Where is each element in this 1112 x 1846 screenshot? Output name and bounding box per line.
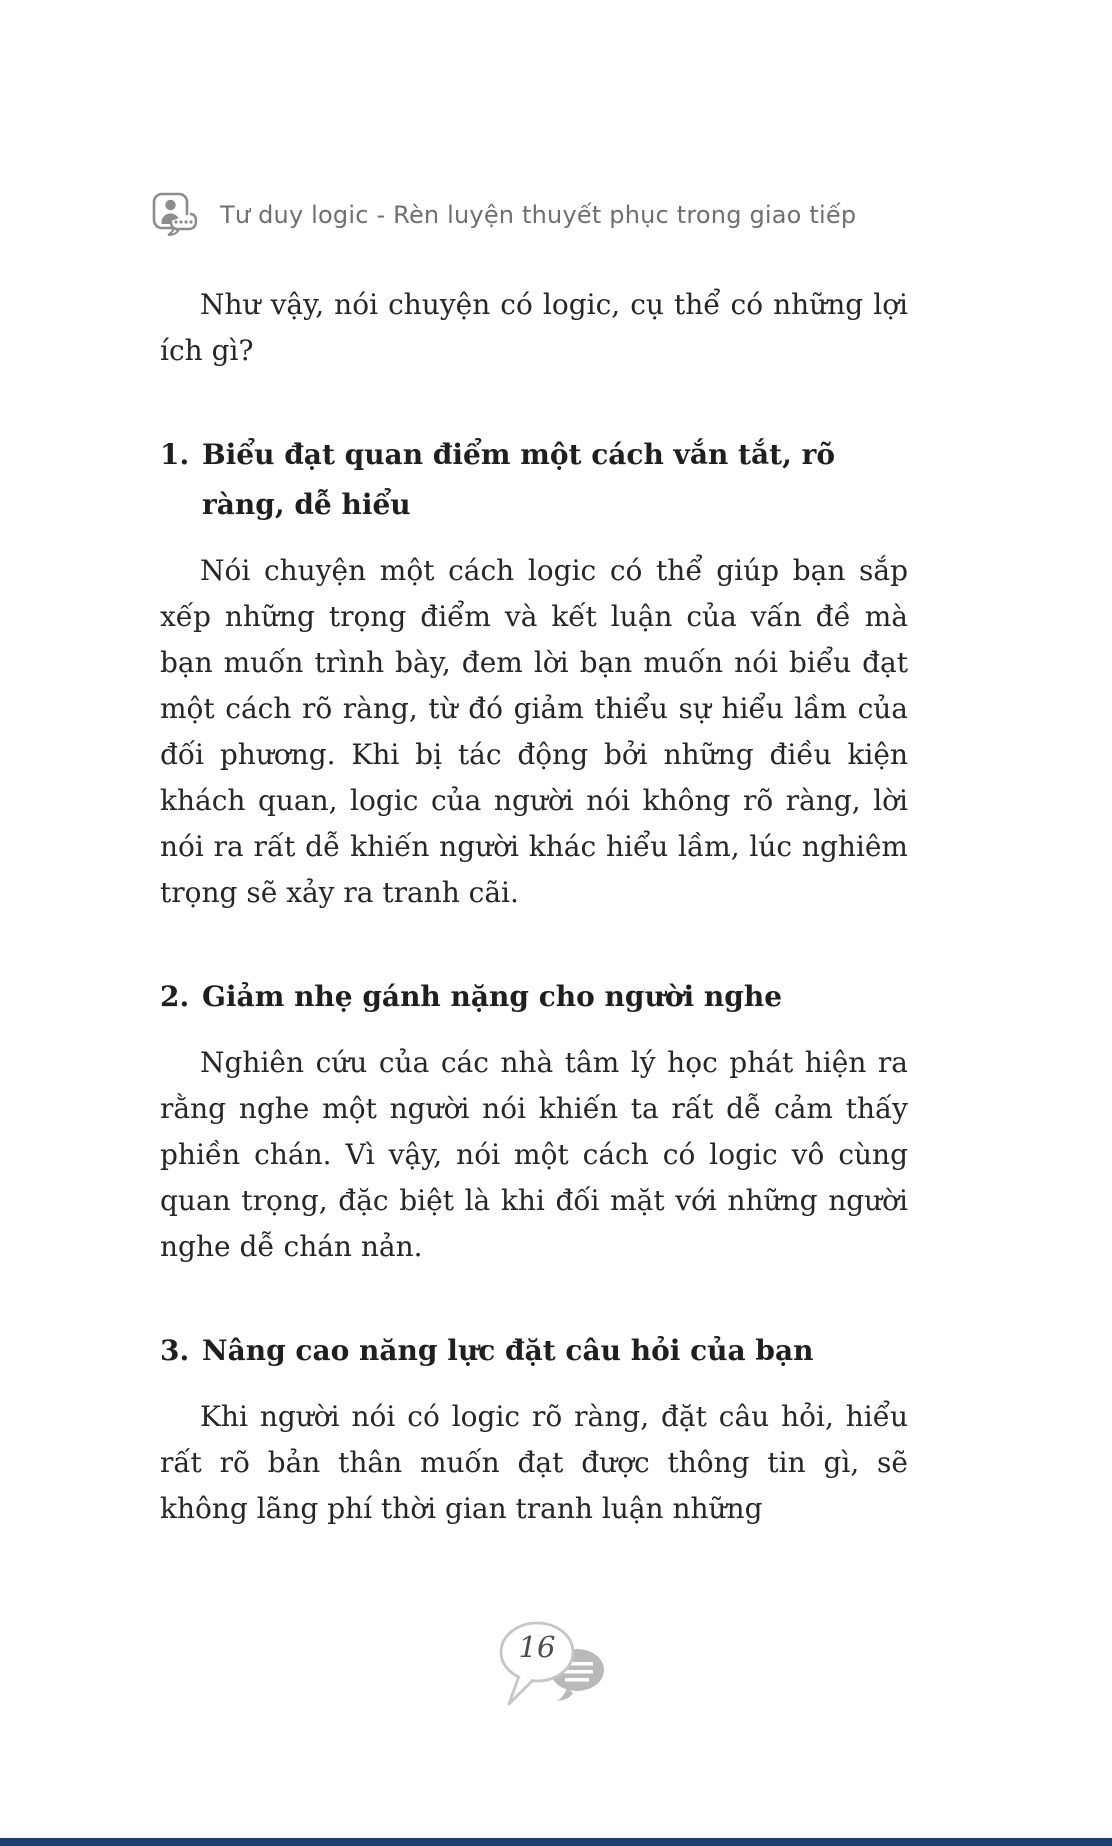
section-1-title: Biểu đạt quan điểm một cách vắn tắt, rõ ràng, dễ hiểu — [202, 438, 835, 521]
section-2-number: 2. — [160, 980, 190, 1013]
section-3 — [160, 1326, 908, 1532]
chat-person-icon — [152, 192, 204, 238]
section-3-title: Nâng cao năng lực đặt câu hỏi của bạn — [202, 1334, 814, 1367]
section-3-number: 3. — [160, 1334, 190, 1367]
section-3-paragraph: Khi người nói có logic rõ ràng, đặt câu hỏi, hiểu rất rõ bản thân muốn đạt được thông tin gì, sẽ không lãng phí thời gian tranh luận những — [160, 1400, 908, 1525]
section-3-heading — [160, 1326, 908, 1376]
section-1 — [160, 430, 908, 916]
section-2-paragraph: Nghiên cứu của các nhà tâm lý học phát hiện ra rằng nghe một người nói khiến ta rất dễ cảm thấy phiền chán. Vì vậy, nói một cách có logic vô cùng quan trọng, đặc biệt là khi đối mặt với những người nghe dễ chán nản. — [160, 1046, 908, 1263]
section-1-number: 1. — [160, 438, 190, 471]
section-2-title: Giảm nhẹ gánh nặng cho người nghe — [202, 980, 783, 1013]
section-2-heading — [160, 972, 908, 1022]
page-header — [152, 192, 912, 238]
page-number: 16 — [518, 1630, 556, 1664]
intro-paragraph: Như vậy, nói chuyện có logic, cụ thể có những lợi ích gì? — [160, 288, 908, 367]
page-footer — [481, 1612, 631, 1722]
section-1-heading — [160, 430, 908, 530]
section-1-paragraph: Nói chuyện một cách logic có thể giúp bạn sắp xếp những trọng điểm và kết luận của vấn đề mà bạn muốn trình bày, đem lời bạn muốn nói biểu đạt một cách rõ ràng, từ đó giảm thiểu sự hiểu lầm của đối phương. Khi bị tác động bởi những điều kiện khách quan, logic của người nói không rõ ràng, lời nói ra rất dễ khiến người khác hiểu lầm, lúc nghiêm trọng sẽ xảy ra tranh cãi. — [160, 554, 908, 909]
page-number-bubble-icon — [481, 1612, 631, 1722]
running-head-title: Tư duy logic - Rèn luyện thuyết phục trong giao tiếp — [220, 201, 857, 229]
bottom-accent-bar — [0, 1838, 1112, 1846]
page-body — [160, 282, 908, 1532]
section-2 — [160, 972, 908, 1270]
